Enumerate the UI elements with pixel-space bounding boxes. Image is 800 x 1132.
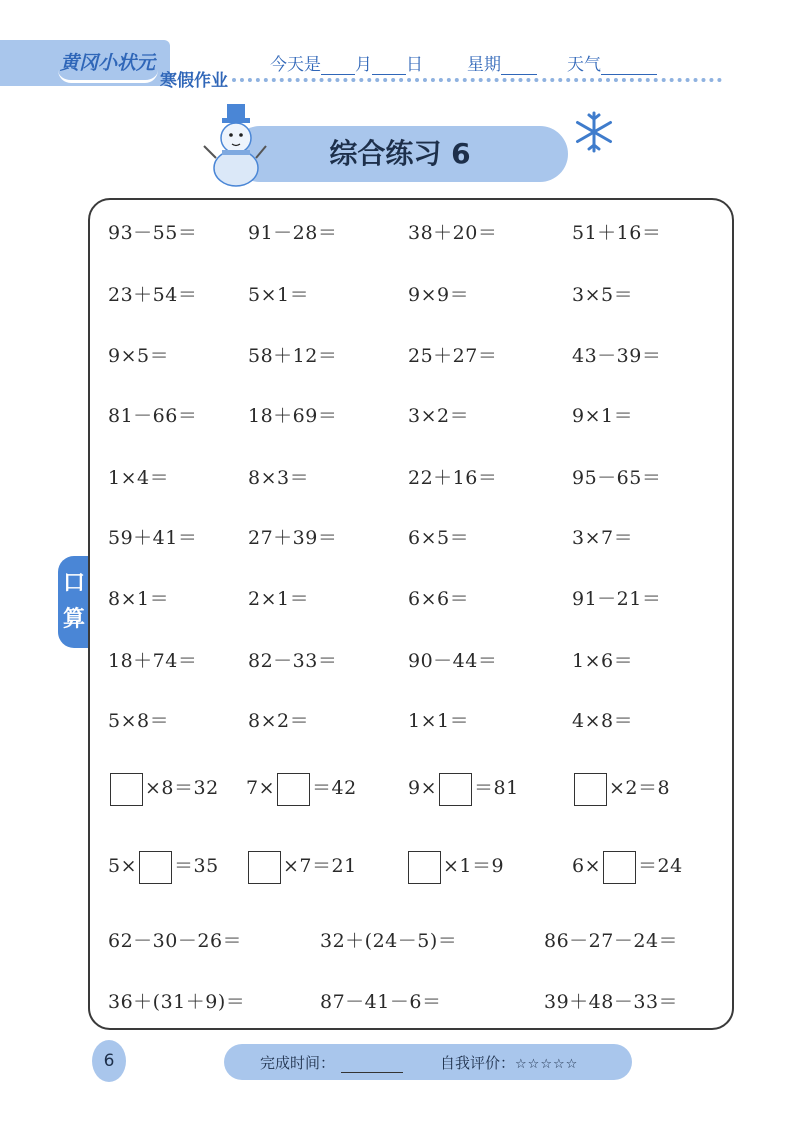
problem: 18＋69＝: [248, 405, 338, 427]
self-rating: [440, 1052, 578, 1073]
completion-time-blank[interactable]: [341, 1058, 403, 1073]
date-weather-line: [270, 50, 657, 75]
mixed-problem: 62－30－26＝: [108, 930, 243, 952]
problem: 91－28＝: [248, 222, 338, 244]
problem: 4×8＝: [572, 710, 634, 732]
mixed-problem: 32＋(24－5)＝: [320, 930, 458, 952]
problem: 91－21＝: [572, 588, 662, 610]
problem: 3×7＝: [572, 527, 634, 549]
box-problem: [408, 771, 519, 806]
section-tab-char: 算: [62, 607, 85, 632]
section-tab-char: 口: [62, 571, 85, 596]
box-problem: [406, 849, 504, 884]
weekday-label: 星期: [467, 55, 501, 75]
answer-box[interactable]: [603, 851, 636, 884]
completion-time-label: 完成时间：: [260, 1054, 336, 1072]
page-title: 综合练习 6: [329, 137, 471, 170]
box-problem-after: ×8＝32: [145, 777, 219, 799]
mixed-problem: 87－41－6＝: [320, 991, 442, 1013]
snowman-icon: [202, 102, 268, 188]
problem: 6×6＝: [408, 588, 470, 610]
problem: 58＋12＝: [248, 345, 338, 367]
month-blank: [321, 58, 355, 75]
box-problem-before: 7×: [246, 777, 276, 799]
answer-box[interactable]: [139, 851, 172, 884]
problem: 8×2＝: [248, 710, 310, 732]
answer-box[interactable]: [110, 773, 143, 806]
weather-label: 天气: [567, 55, 601, 75]
box-problem-after: ×7＝21: [283, 855, 357, 877]
box-problem-after: ＝81: [474, 777, 519, 799]
box-problem: [246, 771, 357, 806]
problem: 1×6＝: [572, 650, 634, 672]
problem: 25＋27＝: [408, 345, 498, 367]
box-problem: [572, 849, 683, 884]
section-tab-label: [58, 566, 90, 638]
problem: 1×1＝: [408, 710, 470, 732]
answer-box[interactable]: [439, 773, 472, 806]
problem: 1×4＝: [108, 467, 170, 489]
problem: 38＋20＝: [408, 222, 498, 244]
box-problem-after: ＝35: [174, 855, 219, 877]
exercise-panel: [88, 198, 734, 1030]
problem: 43－39＝: [572, 345, 662, 367]
problem: 22＋16＝: [408, 467, 498, 489]
problem: 93－55＝: [108, 222, 198, 244]
problem: 51＋16＝: [572, 222, 662, 244]
problem: 18＋74＝: [108, 650, 198, 672]
book-subtitle: 寒假作业: [160, 71, 228, 91]
box-problem-after: ×2＝8: [609, 777, 671, 799]
box-problem-before: 5×: [108, 855, 138, 877]
problem: 95－65＝: [572, 467, 662, 489]
rating-stars-icon[interactable]: ☆☆☆☆☆: [515, 1057, 579, 1072]
box-problem: [246, 849, 357, 884]
problem: 6×5＝: [408, 527, 470, 549]
problem: 2×1＝: [248, 588, 310, 610]
box-problem-before: 9×: [408, 777, 438, 799]
completion-time: [260, 1052, 403, 1073]
problem: 23＋54＝: [108, 284, 198, 306]
problem: 9×1＝: [572, 405, 634, 427]
problem: 90－44＝: [408, 650, 498, 672]
box-problem: [108, 771, 219, 806]
box-problem-after: ×1＝9: [443, 855, 505, 877]
problem: 81－66＝: [108, 405, 198, 427]
mixed-problem: 39＋48－33＝: [544, 991, 679, 1013]
problem: 9×9＝: [408, 284, 470, 306]
problem: 9×5＝: [108, 345, 170, 367]
problem: 27＋39＝: [248, 527, 338, 549]
box-problem-after: ＝42: [312, 777, 357, 799]
self-rating-label: 自我评价：: [440, 1054, 516, 1072]
problem: 3×2＝: [408, 405, 470, 427]
answer-box[interactable]: [277, 773, 310, 806]
day-blank: [372, 58, 406, 75]
mixed-problem: 86－27－24＝: [544, 930, 679, 952]
answer-box[interactable]: [248, 851, 281, 884]
today-label: 今天是: [270, 55, 321, 75]
problem: 82－33＝: [248, 650, 338, 672]
page-number: 6: [92, 1040, 126, 1082]
brand-logo: 黄冈小状元: [60, 52, 156, 74]
answer-box[interactable]: [574, 773, 607, 806]
answer-box[interactable]: [408, 851, 441, 884]
month-label: 月: [355, 55, 372, 75]
day-label: 日: [406, 55, 423, 75]
problem: 8×3＝: [248, 467, 310, 489]
weekday-blank: [501, 58, 537, 75]
snowflake-icon: [572, 110, 616, 154]
problem: 59＋41＝: [108, 527, 198, 549]
problem: 3×5＝: [572, 284, 634, 306]
box-problem-before: 6×: [572, 855, 602, 877]
weather-blank: [601, 58, 657, 75]
box-problem: [572, 771, 670, 806]
brand-swoosh: [58, 70, 158, 83]
problem: 8×1＝: [108, 588, 170, 610]
header-dotted-rule: [232, 78, 722, 82]
problem: 5×1＝: [248, 284, 310, 306]
problem: 5×8＝: [108, 710, 170, 732]
box-problem: [108, 849, 219, 884]
box-problem-after: ＝24: [638, 855, 683, 877]
mixed-problem: 36＋(31＋9)＝: [108, 991, 246, 1013]
